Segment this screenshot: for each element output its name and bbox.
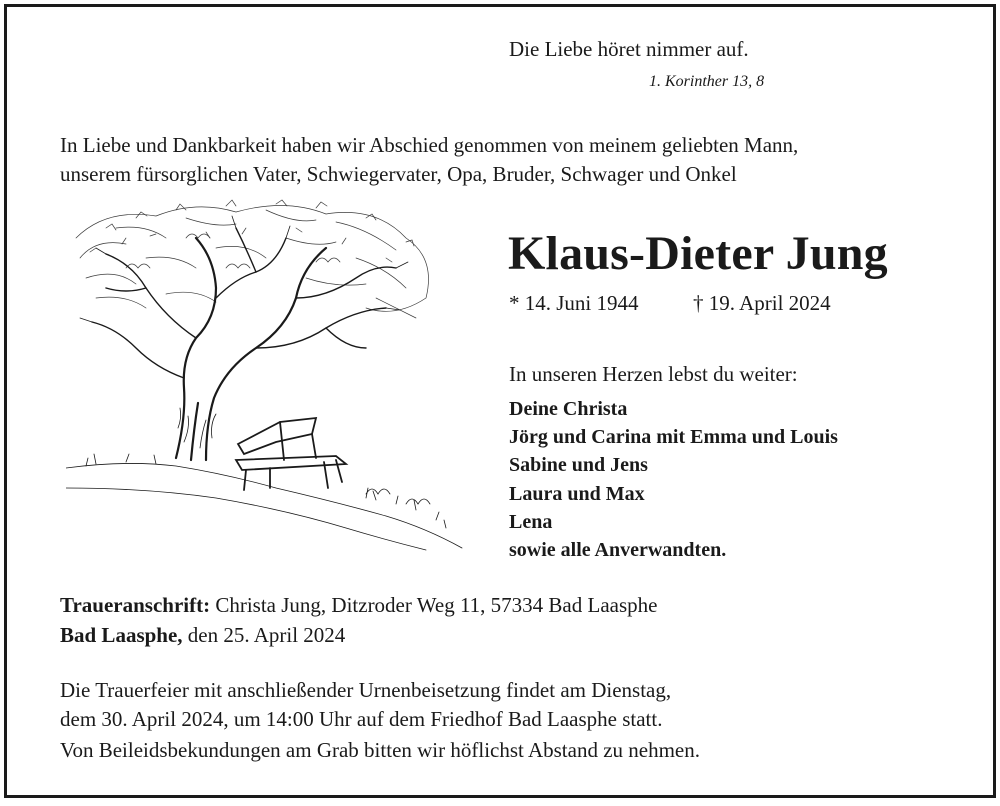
mourner-item: Laura und Max [509,482,645,505]
ceremony-text [60,676,671,734]
death-date: † 19. April 2024 [693,291,831,315]
mourner-item: Deine Christa [509,398,628,420]
mourners-list [509,395,838,564]
dateline-date: den 25. April 2024 [187,623,346,647]
mourners-heading: In unseren Herzen lebst du weiter: [509,362,798,386]
mourner-item: Lena [509,510,553,533]
mourner-item: Sabine und Jens [509,454,648,477]
deceased-name: Klaus-Dieter Jung [508,227,888,280]
mourning-address [60,593,657,618]
address-value: Christa Jung, Ditzroder Weg 11, 57334 Bad Laasphe [215,593,658,617]
intro-line-1: In Liebe und Dankbarkeit haben wir Abschied genommen von meinem geliebten Mann, [60,133,799,157]
intro-text [60,131,798,189]
dateline-place: Bad Laasphe, [60,623,183,647]
bible-quote: Die Liebe höret nimmer auf. [509,37,749,61]
intro-line-2: unserem fürsorglichen Vater, Schwiegervater, Opa, Bruder, Schwager und Onkel [60,162,737,186]
mourner-item: Jörg und Carina mit Emma und Louis [509,426,838,449]
condolence-note: Von Beileidsbekundungen am Grab bitten wir höflichst Abstand zu nehmen. [60,738,700,762]
address-label: Traueranschrift: [60,593,211,617]
tree-with-bench-icon [66,198,466,554]
birth-date: * 14. Juni 1944 [509,291,639,315]
bible-reference: 1. Korinther 13, 8 [649,73,765,90]
mourner-item: sowie alle Anverwandten. [509,539,727,562]
dateline [60,623,345,648]
ceremony-line-2: dem 30. April 2024, um 14:00 Uhr auf dem Friedhof Bad Laasphe statt. [60,707,663,731]
ceremony-line-1: Die Trauerfeier mit anschließender Urnenbeisetzung findet am Dienstag, [60,678,672,702]
